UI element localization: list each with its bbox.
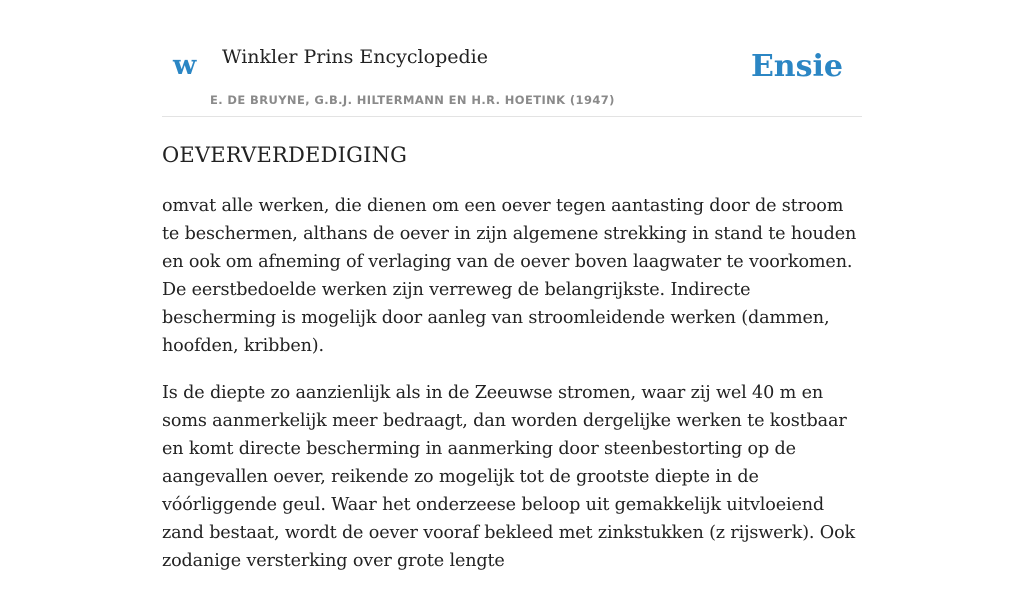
ensie-logo[interactable]: Ensie bbox=[750, 49, 843, 84]
article-paragraph: Is de diepte zo aanzienlijk als in de Zeeuwse stromen, waar zij wel 40 m en soms aanmerkelijk meer bedraagt, dan worden dergelijke werken te kostbaar en komt directe bescherming in aanmerking door steenbestorting op de aangevallen oever, reikende zo mogelijk tot de grootste diepte in de vóórliggende geul. Waar het onderzeese beloop uit gemakkelijk uitvloeiend zand bestaat, wordt de oever vooraf bekleed met zinkstukken (z rijswerk). Ook zodanige versterking over grote lengte bbox=[162, 383, 856, 571]
source-header bbox=[162, 0, 862, 117]
article-body bbox=[162, 192, 862, 575]
article-paragraph: omvat alle werken, die dienen om een oever tegen aantasting door de stroom te beschermen, althans de oever in zijn algemene strekking in stand te houden en ook om afneming of verlaging van de oever boven laagwater te voorkomen. De eerstbedoelde werken zijn verreweg de belangrijkste. Indirecte bescherming is mogelijk door aanleg van stroomleidende werken (dammen, hoofden, kribben). bbox=[162, 196, 857, 356]
article-title: OEVERVERDEDIGING bbox=[162, 143, 408, 167]
source-title-link[interactable]: Winkler Prins Encyclopedie bbox=[222, 46, 488, 68]
source-logo[interactable]: w bbox=[173, 50, 197, 81]
article bbox=[162, 140, 862, 594]
source-authors: E. DE BRUYNE, G.B.J. HILTERMANN EN H.R. HOETINK (1947) bbox=[210, 93, 615, 107]
